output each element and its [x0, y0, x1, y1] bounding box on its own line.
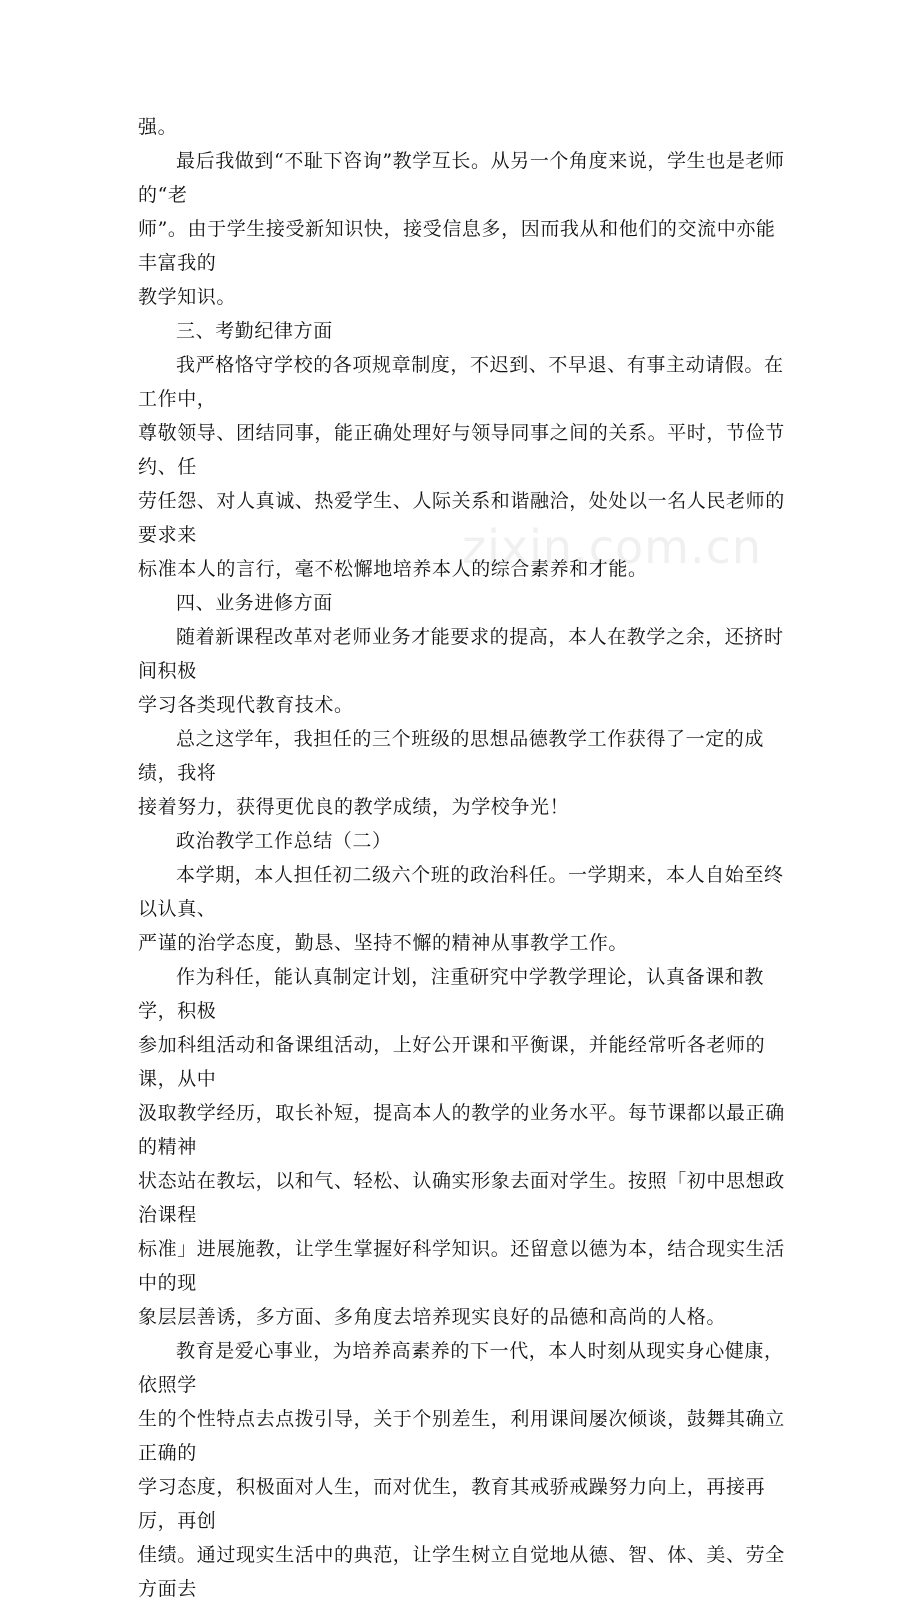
- section-heading: 三、考勤纪律方面: [176, 320, 333, 342]
- watermark: zixin.com.cn: [462, 520, 763, 574]
- paragraph: 本学期，本人担任初二级六个班的政治科任。一学期来，本人自始至终以认真、 严谨的治学态度，勤恳、坚持不懈的精神从事教学工作。: [138, 864, 784, 954]
- paragraph: 教育是爱心事业，为培养高素养的下一代，本人时刻从现实身心健康，依照学 生的个性特点去点拨引导，关于个别差生，利用课间屡次倾谈，鼓舞其确立正确的 学习态度，积极面对人生，而对优生，教育其戒骄戒躁努力向上，再接再厉，再创 佳绩。通过现实生活中的典范，让学生树立自觉地从德、智、体、美、劳全方面去: [138, 1340, 785, 1600]
- document-subtitle: 政治教学工作总结（二）: [176, 830, 392, 852]
- section-heading: 四、业务进修方面: [176, 592, 333, 614]
- paragraph: 随着新课程改革对老师业务才能要求的提高，本人在教学之余，还挤时间积极 学习各类现代教育技术。: [138, 626, 784, 716]
- paragraph-continuation: 强。: [138, 116, 178, 138]
- document-body: [138, 110, 786, 1606]
- paragraph: 作为科任，能认真制定计划，注重研究中学教学理论，认真备课和教学，积极 参加科组活动和备课组活动，上好公开课和平衡课，并能经常听各老师的课，从中 汲取教学经历，取长补短，提高本人的教学的业务水平。每节课都以最正确的精神 状态站在教坛，以和气、轻松、认确实形象去面对学生。按照「初中思想政治课程 标准」进展施教，让学生掌握好科学知识。还留意以德为本，结合现实生活中的现 象层层善诱，多方面、多角度去培养现实良好的品德和高尚的人格。: [138, 966, 785, 1328]
- paragraph: 总之这学年，我担任的三个班级的思想品德教学工作获得了一定的成绩，我将 接着努力，获得更优良的教学成绩，为学校争光！: [138, 728, 765, 818]
- paragraph: 最后我做到“不耻下咨询”教学互长。从另一个角度来说，学生也是老师的“老 师”。由于学生接受新知识快，接受信息多，因而我从和他们的交流中亦能丰富我的 教学知识。: [138, 150, 785, 308]
- paragraph: 我严格恪守学校的各项规章制度，不迟到、不早退、有事主动请假。在工作中， 尊敬领导、团结同事，能正确处理好与领导同事之间的关系。平时，节俭节约、任 劳任怨、对人真诚、热爱学生、人际关系和谐融洽，处处以一名人民老师的要求来 标准本人的言行，毫不松懈地培养本人的综合素养和才能。: [138, 354, 785, 580]
